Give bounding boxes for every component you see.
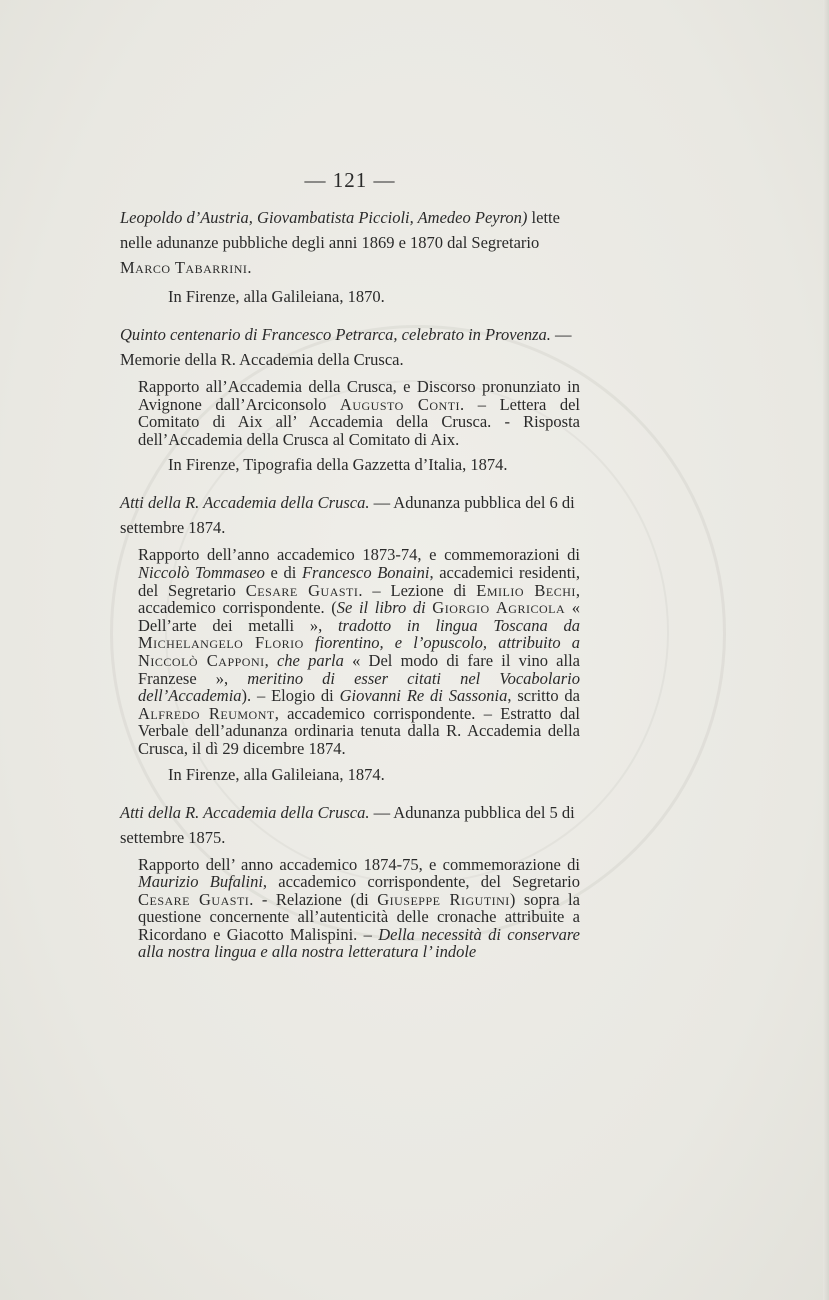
text-segment: Maurizio Bufalini	[138, 872, 263, 892]
text-segment: « Del modo di fare il vino alla Franzese »,	[138, 650, 580, 688]
entry-title	[120, 800, 580, 850]
text-segment: — Adunanza pubblica del 6 di settembre 1874.	[120, 493, 575, 538]
text-segment: , scritto da	[507, 686, 580, 706]
text-segment: Atti della R. Accademia della Crusca.	[120, 493, 370, 513]
text-segment: Se il libro di	[336, 598, 433, 618]
text-segment: Giuseppe Rigutini	[377, 889, 510, 909]
text-segment: Leopoldo d’Austria, Giovambatista Piccioli, Amedeo Peyron)	[120, 208, 528, 227]
text-segment: .	[247, 258, 252, 277]
page-edge	[823, 0, 829, 1300]
text-segment: Quinto centenario di Francesco Petrarca, celebrato in Provenza.	[120, 325, 551, 344]
catalog-entry	[120, 800, 580, 962]
text-segment: Cesare Guasti	[138, 889, 250, 909]
catalog-entry	[120, 322, 580, 476]
entry-description	[120, 856, 580, 962]
text-segment: Rapporto all’Accademia della Crusca, e Discorso pronunziato in Avignone dall’Arciconsolo	[138, 377, 580, 414]
entry-publication: In Firenze, Tipografia della Gazzetta d’Italia, 1874.	[168, 455, 508, 475]
page-number: — 121 —	[304, 168, 396, 192]
text-segment: Cesare Guasti	[245, 580, 359, 600]
entry-title	[120, 322, 580, 372]
text-segment: , accademico corrispondente, del Segretario	[262, 872, 581, 892]
text-segment: , accademico corrispondente. – Estratto dal Verbale dell’adunanza ordinaria tenuta dalla R. Accademia della Crusca, il dì 29 dicembre 1874.	[138, 703, 580, 758]
text-segment: ) sopra la questione concernente all’autenticità delle cronache attribuite a Ricordano e Giacotto Malispini. –	[138, 889, 580, 944]
text-segment: Niccolò Capponi	[138, 650, 265, 670]
catalog-entries	[120, 205, 580, 975]
text-segment: ,	[264, 650, 277, 670]
text-segment: Giorgio Agricola	[432, 598, 566, 618]
text-segment: , accademici residenti, del Segretario	[138, 562, 580, 600]
entry-publication: In Firenze, alla Galileiana, 1874.	[168, 764, 385, 784]
text-segment: fiorentino, e l’opuscolo, attribuito a	[303, 633, 580, 653]
text-segment: Alfredo Reumont	[138, 703, 275, 723]
text-segment: Giovanni Re di Sassonia	[339, 686, 508, 706]
text-segment: meritino di esser citati nel Vocabolario dell’Accademia	[138, 668, 581, 706]
entry-description	[120, 546, 580, 757]
text-segment: Emilio Bechi	[476, 580, 576, 600]
text-segment: Rapporto dell’ anno accademico 1874-75, e commemorazione di	[138, 854, 580, 874]
text-segment: lette nelle adunanze pubbliche degli anni 1869 e 1870 dal Segretario	[120, 208, 560, 252]
text-segment: ). – Elogio di	[241, 686, 340, 706]
text-segment: Atti della R. Accademia della Crusca.	[120, 802, 370, 822]
text-segment: — Adunanza pubblica del 5 di settembre 1875.	[120, 802, 575, 847]
text-segment: . - Relazione (di	[249, 889, 378, 909]
text-segment: , accademico corrispondente. (	[138, 580, 580, 618]
text-segment: . – Lettera del Comitato di Aix all’ Accademia della Crusca. - Risposta dell’Accademia della Crusca al Comitato di Aix.	[138, 394, 581, 449]
text-segment: Rapporto dell’anno accademico 1873-74, e commemorazioni di	[138, 545, 580, 565]
entry-description	[120, 378, 580, 448]
text-segment: Marco Tabarrini	[120, 258, 248, 277]
text-segment: . – Lezione di	[358, 580, 477, 600]
text-segment: Niccolò Tommaseo	[138, 562, 265, 582]
catalog-entry	[120, 490, 580, 785]
text-segment: tradotto in lingua Toscana da	[337, 615, 580, 635]
text-segment: Augusto Conti	[339, 394, 461, 414]
entry-title	[120, 205, 580, 280]
text-segment: Della necessità di conservare alla nostra lingua e alla nostra letteratura l’ indole	[138, 924, 580, 962]
text-segment: — Memorie della R. Accademia della Crusca.	[120, 325, 572, 369]
text-segment: e di	[264, 562, 302, 582]
text-segment: « Dell’arte dei metalli »,	[138, 598, 581, 635]
entry-title	[120, 490, 580, 540]
text-segment: che parla	[276, 650, 344, 670]
text-segment: Francesco Bonaini	[301, 562, 430, 582]
text-segment: Michelangelo Florio	[138, 633, 304, 653]
catalog-entry	[120, 205, 580, 308]
entry-publication: In Firenze, alla Galileiana, 1870.	[168, 287, 385, 306]
